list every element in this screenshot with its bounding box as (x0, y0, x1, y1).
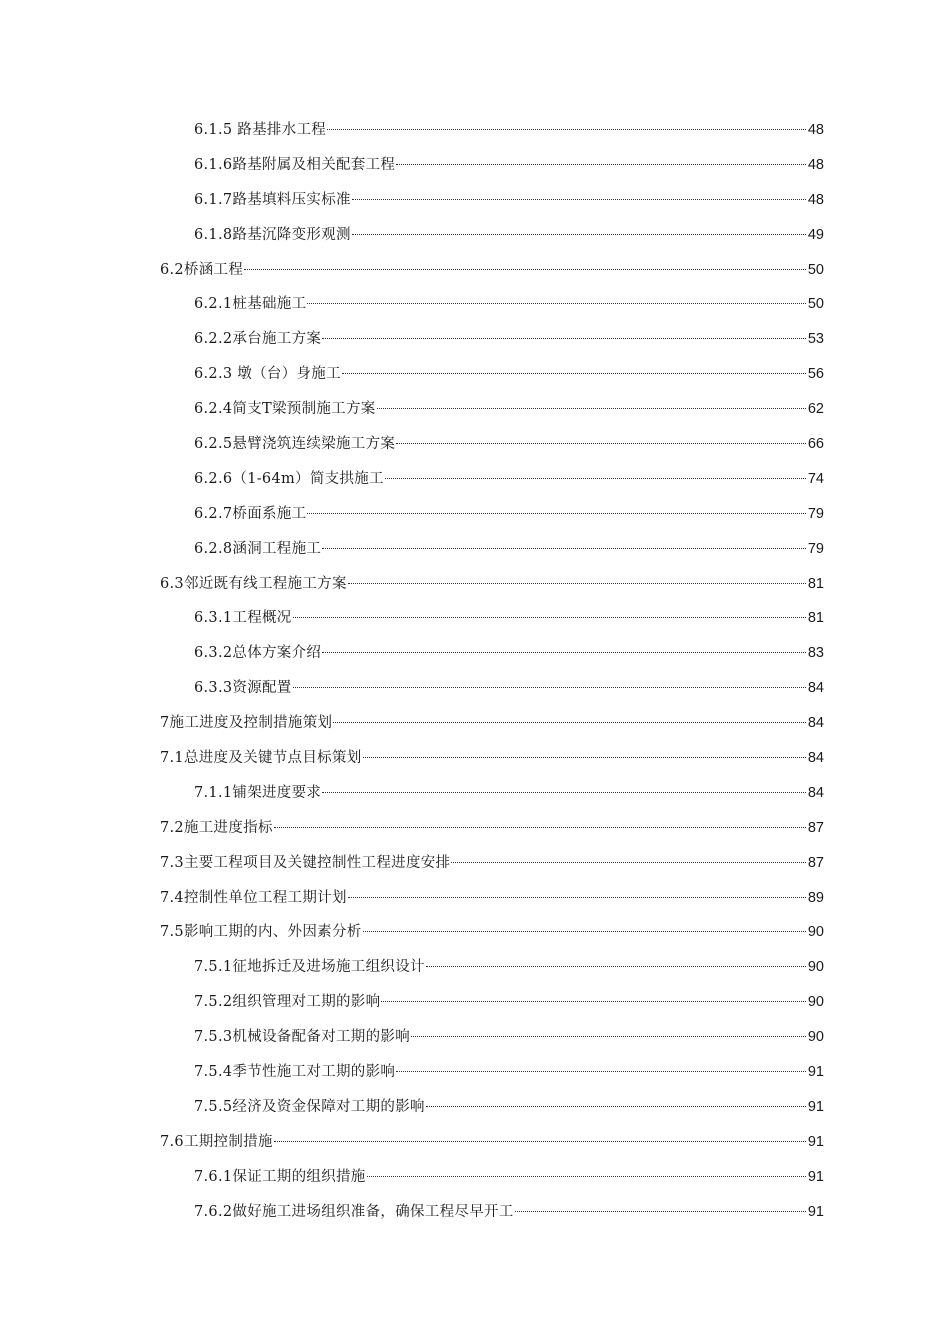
toc-entry-page-number: 91 (807, 1133, 824, 1150)
toc-entry-title: 7.5.3机械设备配备对工期的影响 (194, 1029, 410, 1046)
toc-entry-page-number: 91 (807, 1168, 824, 1185)
toc-entry-page-number: 91 (807, 1203, 824, 1220)
dot-leader (515, 1210, 806, 1212)
toc-entry-title: 7.5.2组织管理对工期的影响 (194, 994, 381, 1011)
toc-entry[interactable] (160, 253, 824, 288)
toc-entry[interactable] (160, 183, 824, 218)
toc-entry[interactable] (160, 881, 824, 916)
toc-entry[interactable] (160, 148, 824, 183)
toc-entry-page-number: 79 (807, 505, 824, 522)
toc-entry[interactable] (160, 811, 824, 846)
toc-entry-title: 7施工进度及控制措施策划 (160, 715, 333, 732)
toc-entry-title: 6.2.6（1-64m）简支拱施工 (194, 470, 384, 487)
dot-leader (274, 1140, 806, 1142)
toc-entry[interactable] (160, 601, 824, 636)
toc-entry[interactable] (160, 322, 824, 357)
toc-entry-page-number: 87 (807, 819, 824, 836)
dot-leader (385, 477, 806, 479)
toc-entry-page-number: 48 (807, 156, 824, 173)
toc-entry[interactable] (160, 1195, 824, 1230)
toc-entry-page-number: 49 (807, 226, 824, 243)
dot-leader (322, 337, 806, 339)
dot-leader (274, 826, 806, 828)
toc-entry-title: 7.4控制性单位工程工期计划 (160, 889, 347, 906)
toc-entry-page-number: 91 (807, 1064, 824, 1081)
dot-leader (307, 302, 805, 304)
toc-entry-title: 6.2.7桥面系施工 (194, 505, 307, 522)
toc-entry-page-number: 90 (807, 1029, 824, 1046)
toc-entry-title: 6.1.7路基填料压实标准 (194, 191, 351, 208)
toc-entry[interactable] (160, 1125, 824, 1160)
toc-entry-title: 6.1.6路基附属及相关配套工程 (194, 156, 396, 173)
toc-entry[interactable] (160, 218, 824, 253)
toc-entry-title: 6.2.5悬臂浇筑连续梁施工方案 (194, 436, 396, 453)
toc-entry-title: 7.5影响工期的内、外因素分析 (160, 924, 362, 941)
toc-entry-page-number: 84 (807, 715, 824, 732)
toc-entry[interactable] (160, 113, 824, 148)
toc-entry-page-number: 79 (807, 540, 824, 557)
dot-leader (363, 756, 806, 758)
dot-leader (396, 442, 806, 444)
toc-entry[interactable] (160, 1090, 824, 1125)
toc-entry[interactable] (160, 497, 824, 532)
toc-entry[interactable] (160, 776, 824, 811)
table-of-contents (160, 113, 824, 1230)
toc-entry-page-number: 62 (807, 401, 824, 418)
toc-entry-title: 6.3.3资源配置 (194, 680, 292, 697)
toc-entry[interactable] (160, 706, 824, 741)
toc-entry-page-number: 83 (807, 645, 824, 662)
dot-leader (352, 198, 806, 200)
dot-leader (293, 616, 806, 618)
toc-entry-page-number: 91 (807, 1098, 824, 1115)
toc-entry-page-number: 66 (807, 436, 824, 453)
dot-leader (293, 686, 806, 688)
dot-leader (322, 651, 806, 653)
toc-entry-page-number: 84 (807, 680, 824, 697)
toc-entry-title: 6.3.2总体方案介绍 (194, 645, 322, 662)
toc-entry-page-number: 56 (807, 366, 824, 383)
toc-entry-title: 6.2.4简支T梁预制施工方案 (194, 401, 376, 418)
toc-entry[interactable] (160, 950, 824, 985)
dot-leader (377, 407, 806, 409)
toc-entry[interactable] (160, 915, 824, 950)
dot-leader (342, 372, 806, 374)
toc-entry-title: 6.2.8涵洞工程施工 (194, 540, 322, 557)
dot-leader (426, 965, 806, 967)
toc-entry-title: 6.2.3 墩（台）身施工 (194, 366, 341, 383)
toc-entry-title: 7.6工期控制措施 (160, 1133, 273, 1150)
dot-leader (244, 268, 806, 270)
toc-entry-page-number: 50 (807, 296, 824, 313)
toc-entry-page-number: 81 (807, 575, 824, 592)
toc-entry-title: 7.5.5经济及资金保障对工期的影响 (194, 1098, 425, 1115)
toc-entry-page-number: 87 (807, 854, 824, 871)
toc-entry-page-number: 89 (807, 889, 824, 906)
toc-entry-page-number: 53 (807, 331, 824, 348)
toc-entry-title: 6.1.8路基沉降变形观测 (194, 226, 351, 243)
dot-leader (348, 896, 806, 898)
dot-leader (322, 547, 806, 549)
dot-leader (327, 128, 806, 130)
toc-entry-page-number: 50 (807, 261, 824, 278)
dot-leader (411, 1035, 806, 1037)
dot-leader (363, 930, 806, 932)
dot-leader (451, 861, 806, 863)
toc-entry-title: 7.5.4季节性施工对工期的影响 (194, 1064, 396, 1081)
dot-leader (367, 1175, 806, 1177)
toc-entry-page-number: 48 (807, 122, 824, 138)
dot-leader (352, 233, 806, 235)
toc-entry-page-number: 84 (807, 784, 824, 801)
toc-entry-page-number: 84 (807, 750, 824, 767)
toc-entry-page-number: 48 (807, 191, 824, 208)
dot-leader (348, 582, 806, 584)
toc-entry-title: 7.1.1铺架进度要求 (194, 784, 322, 801)
toc-entry-page-number: 74 (807, 470, 824, 487)
toc-entry[interactable] (160, 671, 824, 706)
toc-entry-title: 7.5.1征地拆迁及进场施工组织设计 (194, 959, 425, 976)
dot-leader (396, 163, 806, 165)
toc-entry[interactable] (160, 427, 824, 462)
toc-entry[interactable] (160, 392, 824, 427)
toc-entry-page-number: 81 (807, 610, 824, 627)
toc-entry[interactable] (160, 1160, 824, 1195)
toc-entry-title: 7.6.2做好施工进场组织准备，确保工程尽早开工 (194, 1203, 514, 1220)
toc-entry[interactable] (160, 1055, 824, 1090)
toc-entry-page-number: 90 (807, 924, 824, 941)
toc-entry[interactable] (160, 985, 824, 1020)
dot-leader (333, 721, 806, 723)
toc-entry[interactable] (160, 357, 824, 392)
dot-leader (307, 512, 805, 514)
toc-entry-title: 7.1总进度及关键节点目标策划 (160, 750, 362, 767)
toc-entry-title: 7.3主要工程项目及关键控制性工程进度安排 (160, 854, 451, 871)
toc-entry-title: 6.3.1工程概况 (194, 610, 292, 627)
toc-entry-title: 6.2桥涵工程 (160, 261, 244, 278)
toc-entry-title: 6.2.1桩基础施工 (194, 296, 307, 313)
toc-entry-title: 6.2.2承台施工方案 (194, 331, 322, 348)
dot-leader (322, 791, 806, 793)
toc-entry[interactable] (160, 462, 824, 497)
toc-entry[interactable] (160, 636, 824, 671)
toc-entry-page-number: 90 (807, 959, 824, 976)
toc-entry[interactable] (160, 1020, 824, 1055)
toc-entry-title: 6.3邻近既有线工程施工方案 (160, 575, 347, 592)
dot-leader (381, 1000, 805, 1002)
dot-leader (426, 1105, 806, 1107)
toc-entry[interactable] (160, 741, 824, 776)
toc-entry-title: 6.1.5 路基排水工程 (194, 122, 327, 138)
toc-entry[interactable] (160, 287, 824, 322)
toc-entry[interactable] (160, 846, 824, 881)
toc-entry[interactable] (160, 532, 824, 567)
toc-entry-title: 7.2施工进度指标 (160, 819, 273, 836)
toc-entry[interactable] (160, 567, 824, 602)
toc-entry-title: 7.6.1保证工期的组织措施 (194, 1168, 366, 1185)
dot-leader (396, 1070, 806, 1072)
toc-entry-page-number: 90 (807, 994, 824, 1011)
